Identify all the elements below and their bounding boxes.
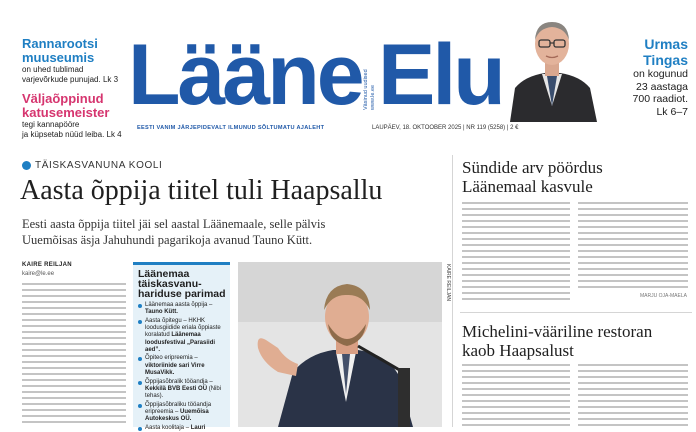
headline-line: kaob Haapsalust bbox=[462, 341, 574, 360]
lede-line: Eesti aasta õppija tiitel jäi sel aastal Läänemaale, selle pälvis bbox=[22, 217, 326, 231]
story-byline: MARJU OJA-MAELA bbox=[640, 293, 687, 299]
box-title: täiskasvanu- bbox=[138, 278, 202, 290]
teaser-urmas-tingas[interactable] bbox=[592, 36, 688, 118]
headline-line: Sündide arv pöördus bbox=[462, 158, 603, 177]
teaser-text: on kogunud bbox=[633, 68, 688, 80]
story-kicker: TÄISKASVANUNA KOOLI bbox=[35, 160, 163, 171]
author-email[interactable]: kaire@le.ee bbox=[22, 271, 55, 277]
main-headline[interactable]: Aasta õppija tiitel tuli Haapsallu bbox=[20, 175, 383, 206]
lede-line: Uuemõisas äsja Jahuhundi pagarikoja avanud Tauno Kütt. bbox=[22, 233, 313, 247]
side-headline-births[interactable] bbox=[462, 158, 692, 196]
newspaper-logo-elu[interactable]: Elu bbox=[378, 27, 503, 123]
box-item: Õppijasõbraliku tööandja eripreemia – Uuemõisa Autokeskus OÜ. bbox=[138, 402, 226, 424]
side-headline-restaurant[interactable] bbox=[462, 322, 692, 360]
teaser-text: tegi kannapööre bbox=[22, 120, 80, 129]
column-divider bbox=[452, 155, 453, 427]
issue-info: LAUPÄEV, 18. OKTOOBER 2025 | NR 119 (5258) | 2 € bbox=[372, 125, 519, 131]
teaser-headline: Tingas bbox=[643, 52, 688, 68]
box-item: Läänemaa aasta õppija – Tauno Kütt. bbox=[138, 302, 226, 316]
box-item: Aasta koolitaja – Lauri bbox=[138, 425, 226, 432]
main-story-photo[interactable] bbox=[238, 262, 442, 427]
teaser-text: Lk 6–7 bbox=[656, 105, 688, 118]
teaser-headline: katusemeister bbox=[22, 105, 110, 120]
masthead-tagline: EESTI VANIM JÄRJEPIDEVALT ILMUNUD SÕLTUMATU AJALEHT bbox=[137, 125, 325, 131]
photo-credit: KAIRE REILJAN bbox=[445, 264, 451, 301]
byline: KAIRE REILJAN bbox=[22, 262, 72, 268]
box-title: hariduse parimad bbox=[138, 288, 226, 300]
teaser-text: on uhed tublimad bbox=[22, 65, 84, 74]
article-body-text bbox=[578, 202, 688, 290]
website-vertical-text: www.le.ee bbox=[370, 84, 376, 110]
teaser-text: varjevõrkude punujad. Lk 3 bbox=[22, 75, 119, 84]
article-body-text bbox=[462, 364, 570, 427]
teaser-text: 23 aastaga bbox=[636, 80, 688, 93]
teaser-text: ja küpsetab nüüd leiba. Lk 4 bbox=[22, 130, 122, 139]
teaser-headline: Väljaõppinud bbox=[22, 91, 104, 106]
masthead-vertical-text: Väsinud uudised bbox=[363, 69, 369, 110]
headline-line: Michelini-vääriline restoran bbox=[462, 322, 653, 341]
box-item: Õppijasõbralik tööandja – Kekkilä BVB Eesti OÜ (Nibi tehas). bbox=[138, 379, 226, 401]
winners-box bbox=[133, 262, 230, 431]
teaser-roofer[interactable] bbox=[22, 92, 132, 140]
story-lede bbox=[22, 216, 442, 248]
headline-line: Läänemaal kasvule bbox=[462, 177, 593, 196]
article-body-text bbox=[578, 364, 688, 427]
teaser-museum[interactable] bbox=[22, 37, 132, 85]
teaser-text: 700 raadiot. bbox=[632, 93, 688, 105]
story-divider bbox=[460, 312, 692, 313]
kicker-dot-icon bbox=[22, 161, 31, 170]
teaser-headline: muuseumis bbox=[22, 50, 95, 65]
box-item: Aasta õpitegu – HKHK loodusgiidide eriala õppiaste koralatud Läänemaa loodusfestival „Parasiidi aed”. bbox=[138, 318, 226, 354]
teaser-headline: Rannarootsi bbox=[22, 36, 98, 51]
article-body-text bbox=[462, 202, 570, 302]
box-item: Õpiteo eripreemia – viktoriinide sari Virre MusaVikk. bbox=[138, 355, 226, 377]
masthead bbox=[0, 0, 696, 148]
article-body-text bbox=[22, 283, 126, 427]
teaser-headline: Urmas bbox=[644, 36, 688, 52]
newspaper-logo-laane[interactable]: Lääne bbox=[128, 27, 362, 123]
portrait-photo bbox=[505, 10, 600, 122]
box-title: Läänemaa bbox=[138, 268, 190, 280]
